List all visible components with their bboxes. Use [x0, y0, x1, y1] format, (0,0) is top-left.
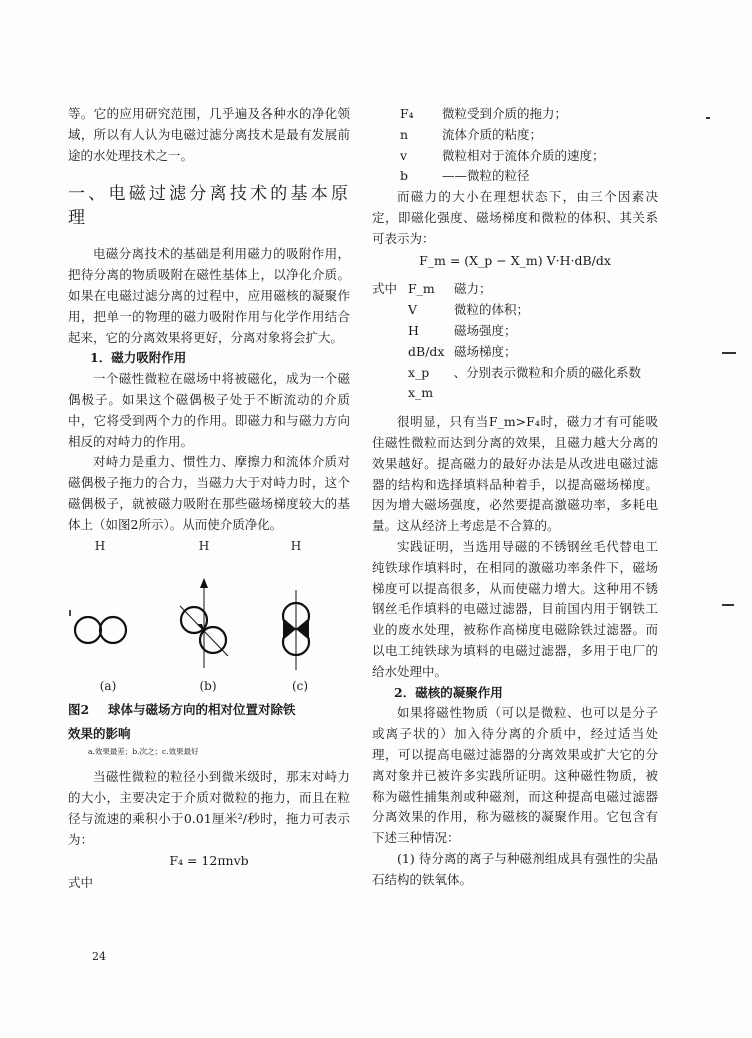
symbol: x_p、x_m — [408, 364, 466, 401]
symbol-desc: 流体介质的粘度； — [442, 126, 543, 142]
figure-note: a.效果最差；b.次之；c.效果最好 — [88, 747, 199, 757]
symbol-row — [372, 321, 658, 342]
symbol: dB/dx — [408, 343, 445, 359]
symbol-desc: 磁场强度； — [454, 322, 517, 338]
sphere-pair-b — [180, 578, 228, 668]
small-particle-paragraph: 当磁性微粒的粒径小到微米级时，那末对峙力的大小，主要决定于介质对微粒的拖力，而且在粒径与流速的乘积小于0.01厘米²/秒时，拖力可表示为： — [68, 769, 350, 847]
section-heading: 一、电磁过滤分离技术的基本原理 — [68, 184, 350, 229]
basis-paragraph: 电磁分离技术的基础是利用磁力的吸附作用，把待分离的物质吸附在磁性基体上，以净化介质。如果在电磁过滤分离的过程中，应用磁核的凝聚作用，把单一的物理的磁力吸附作用与化学作用结合起来，它的分离效果将更好，分离对象将会扩大。 — [68, 246, 350, 345]
symbol-row — [372, 279, 658, 300]
symbol-row — [372, 363, 658, 405]
sphere-pair-c — [283, 590, 309, 670]
figure-caption — [68, 700, 350, 721]
figure-2 — [68, 540, 350, 696]
practice-paragraph: 实践证明，当选用导磁的不锈钢丝毛代替电工纯铁球作填料时，在相同的激磁功率条件下，磁场梯度可以提高很多，从而使磁力增大。这种用不锈钢丝毛作填料的电磁过滤器，目前国内用于钢铁工业的废水处理，被称作高梯度电磁除铁过滤器。而以电工纯铁球为填料的电磁过滤器，多用于电厂的给水处理中。 — [372, 538, 658, 679]
left-column — [68, 104, 350, 894]
symbol-desc: ——微粒的粒径 — [442, 168, 530, 184]
symbol-row — [400, 146, 658, 167]
field-label-b: H — [198, 539, 210, 553]
caption-line-2: 效果的影响 — [68, 726, 131, 742]
clear-paragraph: 很明显，只有当F_m>F₄时，磁力才有可能吸住磁性微粒而达到分离的效果，且磁力越大分离的效果越好。提高磁力的最好办法是从改进电磁过滤器的结构和选择填料品种着手，以提高磁场梯度。因为增大磁场强度，必然要提高激磁功率，多耗电量。这从经济上考虑是不合算的。 — [372, 414, 658, 534]
symbol: v — [400, 147, 408, 163]
label-c: (c) — [291, 678, 309, 693]
symbol-row — [400, 104, 658, 125]
symbol: F₄ — [400, 106, 414, 121]
subheading-adsorption: 1．磁力吸附作用 — [90, 350, 187, 366]
symbol-desc: 磁力； — [454, 281, 492, 297]
sphere-pair-a — [75, 617, 126, 643]
label-b: (b) — [199, 678, 217, 693]
symbol-desc: 微粒相对于流体介质的速度； — [442, 147, 605, 163]
symbol-row — [400, 125, 658, 146]
case1-paragraph: (1) 待分离的离子与种磁剂组成具有强性的尖晶石结构的铁氧体。 — [372, 850, 658, 887]
symbol-row — [400, 166, 658, 187]
symbol-desc: 磁场梯度； — [454, 343, 517, 359]
where-label: 式中 — [68, 875, 94, 891]
symbol: F_m — [408, 281, 435, 297]
drag-formula: F₄ = 12πnvb — [169, 853, 249, 869]
where-label-right: 式中 — [372, 281, 398, 297]
page-number: 24 — [92, 950, 106, 963]
symbol-row — [372, 300, 658, 321]
margin-mark — [722, 352, 736, 354]
figure-number: 图2 — [68, 701, 90, 717]
field-label-a: H — [94, 539, 106, 553]
caption-line-1: 球体与磁场方向的相对位置对除铁 — [108, 701, 296, 717]
symbol-row — [372, 342, 658, 363]
label-a: (a) — [99, 678, 117, 693]
magnetic-formula: F_m = (X_p − X_m) V·H·dB/dx — [419, 252, 611, 268]
symbol-desc: 微粒受到介质的拖力； — [442, 106, 568, 121]
margin-mark — [706, 117, 710, 119]
symbol: b — [400, 168, 409, 184]
subheading-nuclei: 2．磁核的凝聚作用 — [394, 684, 503, 700]
figure-2-drawing — [68, 540, 350, 696]
dipole-paragraph: 一个磁性微粒在磁场中将被磁化，成为一个磁偶极子。如果这个磁偶极子处于不断流动的介质中，它将受到两个力的作用。即磁力和与磁力方向相反的对峙力的作用。 — [68, 371, 350, 449]
margin-mark — [722, 604, 734, 606]
intro-paragraph: 等。它的应用研究范围，几乎遍及各种水的净化领域，所以有人认为电磁过滤分离技术是最有发展前途的水处理技术之一。 — [68, 106, 350, 163]
magnetic-force-paragraph: 而磁力的大小在理想状态下，由三个因素决定，即磁化强度、磁场梯度和微粒的体积、其关系可表示为： — [372, 189, 658, 246]
symbol: H — [408, 322, 419, 338]
field-label-c: H — [290, 539, 302, 553]
nuclei-paragraph: 如果将磁性物质（可以是微粒、也可以是分子或离子状的）加入待分离的介质中，经过适当处理，可以提高电磁过滤器的分离效果或扩大它的分离对象并已被许多实践所证明。这种磁性物质，被称为磁性捕集剂或种磁剂，而这种提高电磁过滤器分离效果的作用，称为磁核的凝聚作用。它包含有下述三种情况： — [372, 705, 658, 846]
right-column — [372, 104, 658, 890]
symbol-desc: 分别表示微粒和介质的磁化系数 — [466, 364, 642, 380]
symbol: V — [408, 302, 418, 318]
drag-symbols — [400, 104, 658, 187]
counterforce-paragraph: 对峙力是重力、惯性力、摩擦力和流体介质对磁偶极子拖力的合力，当磁力大于对峙力时，这个磁偶极子，就被磁力吸附在那些磁场梯度较大的基体上（如图2所示）。从而使介质净化。 — [68, 454, 350, 532]
symbol-desc: 微粒的体积； — [454, 302, 530, 318]
symbol: n — [400, 126, 409, 142]
